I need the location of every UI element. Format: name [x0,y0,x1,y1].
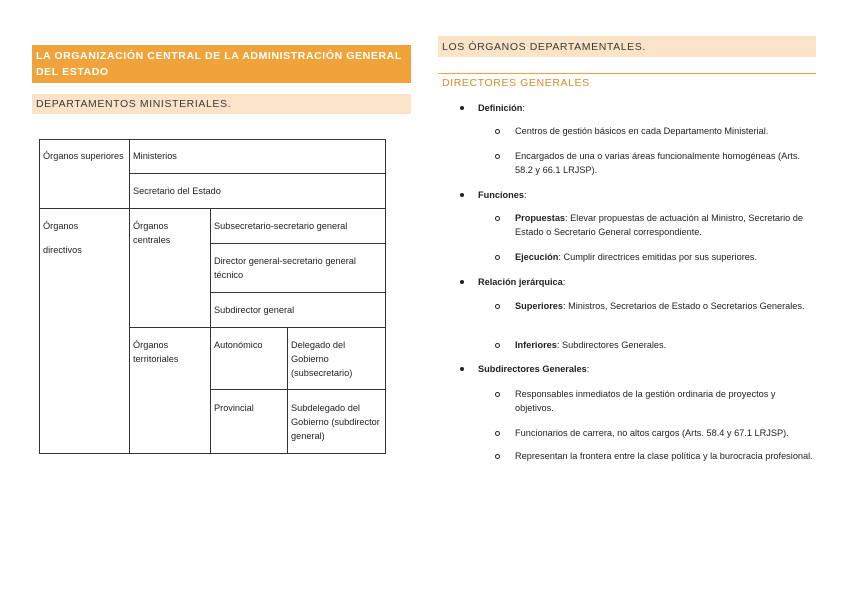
cell-organos-centrales: Órganos centrales [133,221,171,245]
bullet-icon [460,280,464,284]
cell-organos-territoriales: Órganos territoriales [133,340,179,364]
circle-bullet-icon [495,304,500,309]
cell-organos-superiores: Órganos superiores [43,151,124,161]
section-title-text: LOS ÓRGANOS DEPARTAMENTALES. [442,40,646,53]
cell-organos-directivos-line2: directivos [43,245,82,255]
item-label: Definición: [478,103,525,113]
cell-subdelegado-gobierno: Subdelegado del Gobierno (subdirector general) [291,403,380,441]
cell-provincial: Provincial [214,403,254,413]
item-label: Funciones: [478,190,527,200]
bullet-icon [460,193,464,197]
circle-bullet-icon [495,343,500,348]
bullet-icon [460,106,464,110]
item-label: Relación jerárquica: [478,277,566,287]
circle-bullet-icon [495,454,500,459]
circle-bullet-icon [495,392,500,397]
cell-subsecretario: Subsecretario-secretario general [214,221,348,231]
main-title: LA ORGANIZACIÓN CENTRAL DE LA ADMINISTRACIÓN GENERAL DEL ESTADO [32,45,411,83]
cell-subdirector-general: Subdirector general [214,305,295,315]
circle-bullet-icon [495,129,500,134]
cell-organos-directivos-line1: Órganos [43,221,79,231]
bullet-icon [460,367,464,371]
circle-bullet-icon [495,255,500,260]
cell-delegado-gobierno: Delegado del Gobierno (subsecretario) [291,340,353,378]
circle-bullet-icon [495,216,500,221]
item-label: Subdirectores Generales: [478,364,590,374]
circle-bullet-icon [495,154,500,159]
cell-secretario-estado: Secretario del Estado [133,186,221,196]
section-title-organos [438,36,816,57]
subsection-title-directores: DIRECTORES GENERALES [438,73,816,90]
cell-autonomico: Autonómico [214,340,263,350]
cell-ministerios: Ministerios [133,151,177,161]
section-title-text: DEPARTAMENTOS MINISTERIALES. [36,98,232,110]
circle-bullet-icon [495,431,500,436]
cell-director-general: Director general-secretario general técnico [214,256,356,280]
